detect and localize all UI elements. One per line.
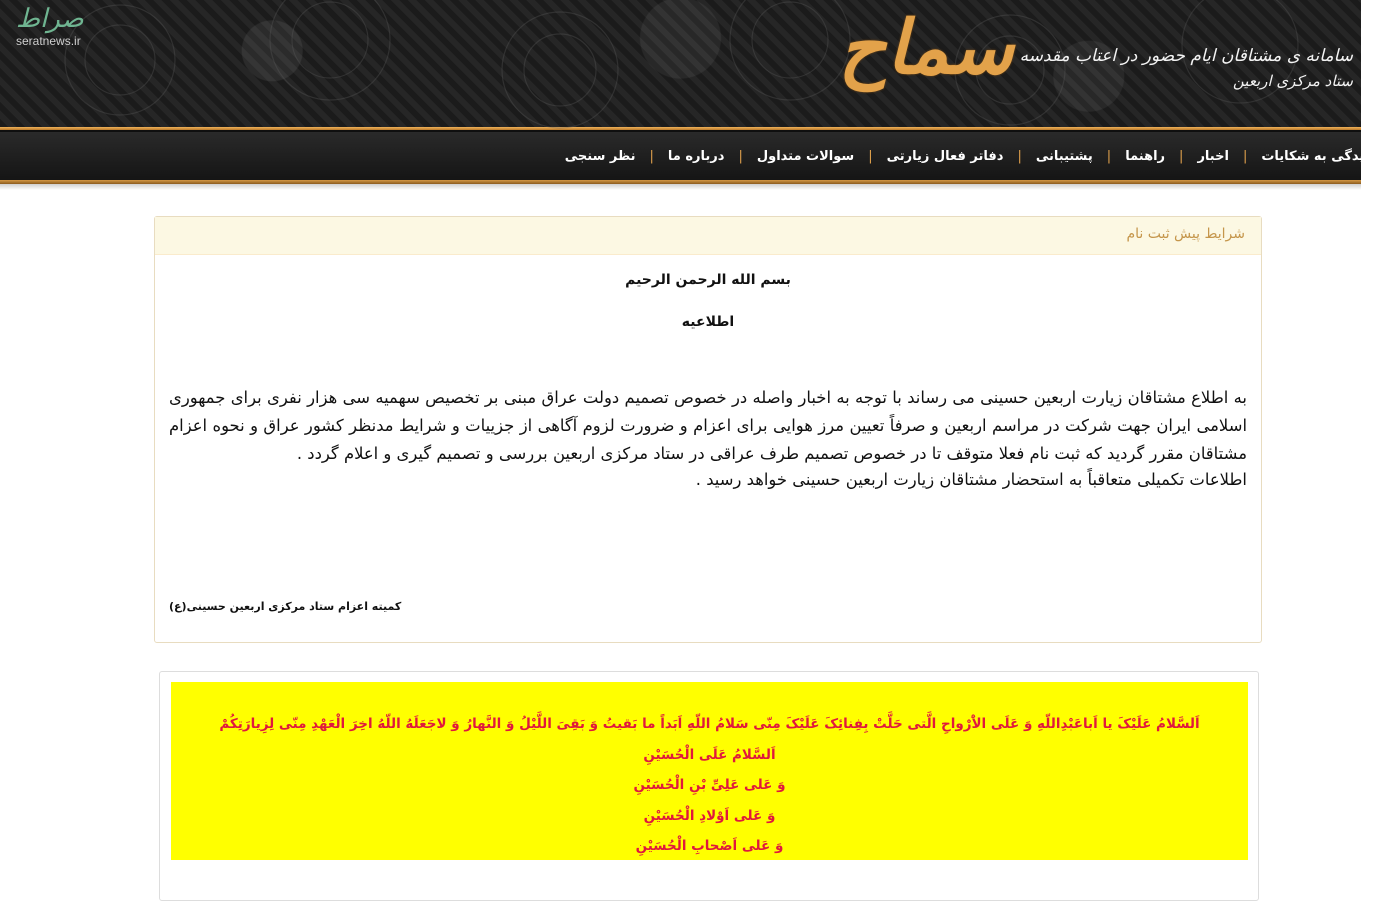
nav-separator: | <box>1179 148 1184 164</box>
site-header <box>0 0 1361 127</box>
nav-item-complaints[interactable]: رسیدگی به شکایات <box>1261 148 1385 164</box>
nav-separator: | <box>738 148 743 164</box>
nav-separator: | <box>868 148 873 164</box>
nav-shadow <box>0 184 1361 190</box>
notice-followup: اطلاعات تکمیلی متعاقباً به استحضار مشتاقان زیارت اربعین حسینی خواهد رسید . <box>695 470 1247 489</box>
ziyarat-line: وَ عَلی اَوْلادِ الْحُسَیْنِ <box>643 807 776 824</box>
nav-separator: | <box>649 148 654 164</box>
panel-title: شرایط پیش ثبت نام <box>155 217 1261 255</box>
nav-separator: | <box>1242 148 1248 164</box>
basmala: بسم الله الرحمن الرحیم <box>625 272 791 288</box>
nav-item-about[interactable]: درباره ما <box>667 148 725 164</box>
ziyarat-box <box>171 682 1248 860</box>
watermark <box>16 6 84 48</box>
brand-tagline: سامانه ی مشتاقان ایام حضور در اعتاب مقدسه <box>1019 46 1353 66</box>
nav-separator: | <box>1106 148 1112 164</box>
brand-logo[interactable]: سماح <box>838 5 1014 91</box>
ziyarat-line: اَلسَّلامُ عَلَیْکَ یا اَباعَبْدِاللّهِ وَ عَلَی الاَْرْواحِ الَّتی حَلَّتْ بِفِنائِکَ عَلَیْکَ مِنّی سَلامُ اللّهِ اَبَداً ما بَقیتُ وَ بَقِیَ اللَّیْلُ وَ النَّهارُ وَ لاجَعَلَهُ اللّهُ اخِرَ الْعَهْدِ مِنّی لِزِیارَتِکُمْ <box>219 716 1200 732</box>
pre-registration-panel <box>154 216 1262 643</box>
notice-title: اطلاعیه <box>681 314 735 330</box>
nav-item-news[interactable]: اخبار <box>1197 148 1229 164</box>
brand[interactable] <box>838 6 1353 90</box>
notice-body: به اطلاع مشتاقان زیارت اربعین حسینی می رساند با توجه به اخبار واصله در خصوص تصمیم دولت عراق مبنی بر تخصیص سهمیه سی هزار نفری برای جمهوری اسلامی ایران جهت شرکت در مراسم اربعین و صرفاً تعیین مرز هوایی برای اعزام و ضرورت لزوم آگاهی از جزییات و شرایط مدنظر کشور عراق و نحوه اعزام مشتاقان مقرر گردید که ثبت نام فعلا متوقف تا در خصوص تصمیم طرف عراقی در ستاد مرکزی اربعین بررسی و تصمیم گیری و اعلام گردد . <box>169 388 1247 463</box>
nav-item-survey[interactable]: نظر سنجی <box>564 148 636 164</box>
nav-item-faq[interactable]: سوالات متداول <box>756 148 855 164</box>
watermark-site: seratnews.ir <box>16 34 81 48</box>
notice-signature: کمیته اعزام ستاد مرکزی اربعین حسینی(ع) <box>169 600 402 613</box>
ziyarat-line: وَ عَلی عَلِیِّ بْنِ الْحُسَیْنِ <box>633 777 786 793</box>
main-nav <box>0 130 1385 180</box>
watermark-logo: صراط <box>16 4 84 34</box>
brand-text <box>1020 46 1353 90</box>
panel-body <box>155 255 1261 613</box>
ziyarat-line: وَ عَلی اَصْحابِ الْحُسَیْنِ <box>635 838 784 854</box>
ziyarat-line: اَلسَّلامُ عَلَی الْحُسَیْنِ <box>643 746 776 763</box>
nav-item-pilgrimage-offices[interactable]: دفاتر فعال زیارتی <box>886 148 1004 164</box>
brand-subtitle: ستاد مرکزی اربعین <box>1232 72 1353 90</box>
nav-item-support[interactable]: پشتیبانی <box>1035 148 1093 164</box>
nav-separator: | <box>1017 148 1022 164</box>
nav-item-guide[interactable]: راهنما <box>1125 148 1166 164</box>
ziyarat-panel <box>159 671 1259 901</box>
nav-items <box>557 132 1385 180</box>
